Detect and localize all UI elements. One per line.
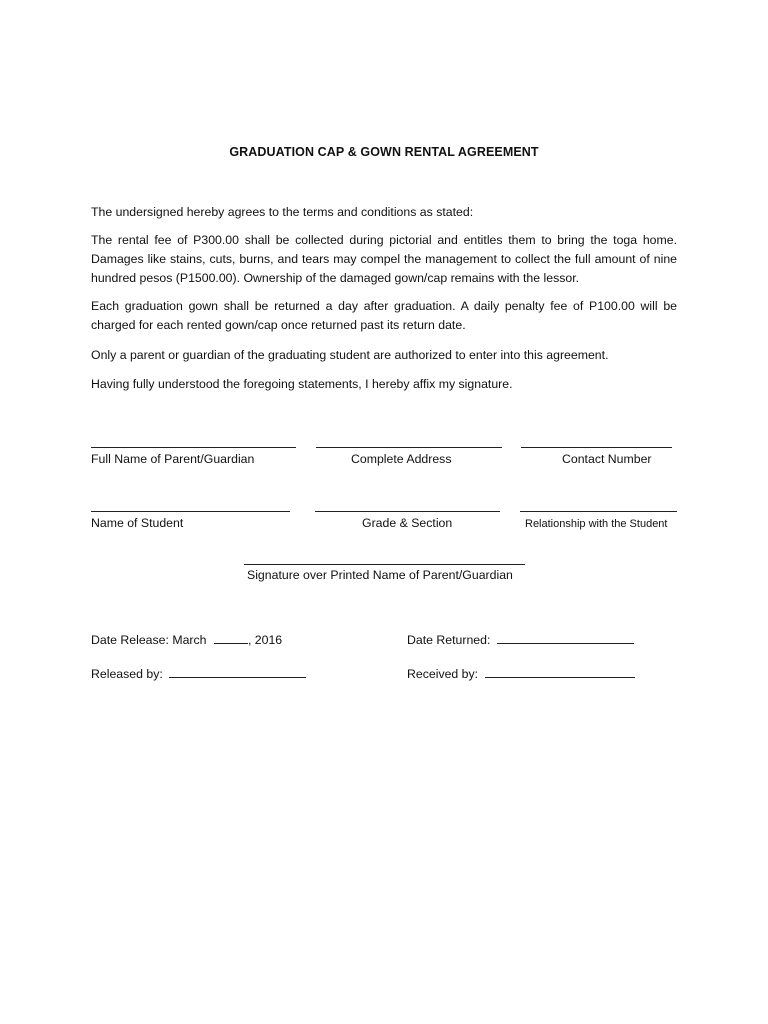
signature-label: Signature over Printed Name of Parent/Guardian [247, 568, 513, 582]
date-release-day-blank[interactable] [214, 632, 248, 644]
received-by-blank[interactable] [485, 666, 635, 678]
parent-name-line[interactable] [91, 447, 296, 448]
released-by-blank[interactable] [169, 666, 306, 678]
relationship-line[interactable] [520, 511, 677, 512]
released-by-label: Released by: [91, 667, 163, 681]
received-by-row [407, 666, 635, 681]
contact-line[interactable] [521, 447, 672, 448]
return-policy-paragraph: Each graduation gown shall be returned a day after graduation. A daily penalty fee of P100.00 will be charged for each rented gown/cap once returned past its return date. [91, 299, 677, 332]
contact-label: Contact Number [562, 452, 652, 466]
intro-paragraph: The undersigned hereby agrees to the terms and conditions as stated: [91, 205, 474, 219]
address-line[interactable] [316, 447, 502, 448]
grade-section-line[interactable] [315, 511, 500, 512]
parent-name-label: Full Name of Parent/Guardian [91, 452, 255, 466]
date-returned-label: Date Returned: [407, 633, 491, 647]
date-release-row [91, 632, 282, 647]
student-name-line[interactable] [91, 511, 290, 512]
date-returned-blank[interactable] [497, 632, 634, 644]
grade-section-label: Grade & Section [362, 516, 453, 530]
document-title: GRADUATION CAP & GOWN RENTAL AGREEMENT [229, 145, 539, 159]
date-returned-row [407, 632, 634, 647]
acknowledgement-paragraph: Having fully understood the foregoing statements, I hereby affix my signature. [91, 377, 513, 391]
student-name-label: Name of Student [91, 516, 184, 530]
date-release-label: Date Release: March [91, 633, 207, 647]
received-by-label: Received by: [407, 667, 479, 681]
relationship-label: Relationship with the Student [525, 518, 668, 530]
released-by-row [91, 666, 306, 681]
address-label: Complete Address [351, 452, 452, 466]
authorization-paragraph: Only a parent or guardian of the graduating student are authorized to enter into this agreement. [91, 348, 609, 362]
signature-line[interactable] [244, 564, 525, 565]
date-release-year: , 2016 [247, 633, 283, 647]
rental-fee-paragraph: The rental fee of P300.00 shall be collected during pictorial and entitles them to bring the toga home. Damages like stains, cuts, burns, and tears may compel the management to collect the full amount of nine hundred pesos (P1500.00). Ownership of the damaged gown/cap remains with the lessor. [91, 233, 677, 285]
